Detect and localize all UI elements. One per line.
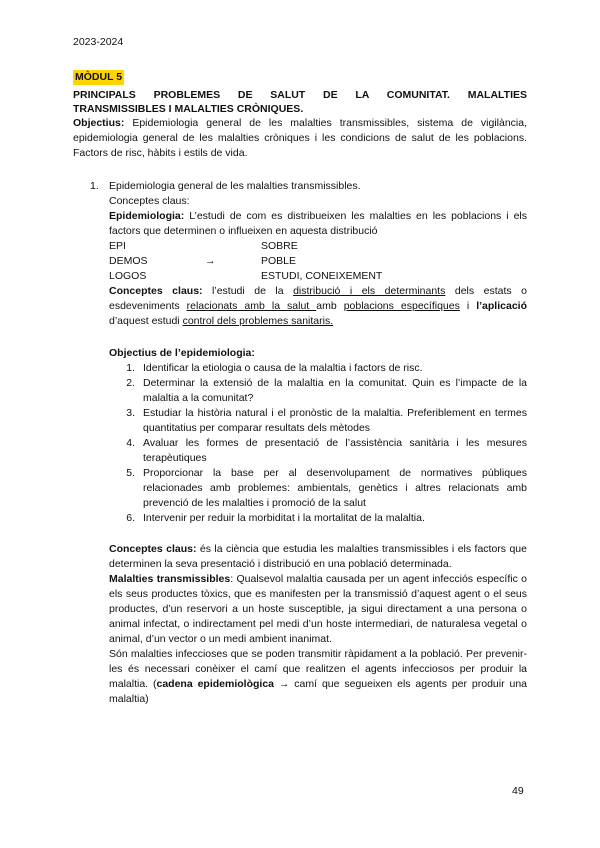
section-1-subtitle: Conceptes claus: xyxy=(109,195,190,207)
list-item xyxy=(109,406,527,436)
infectious-paragraph xyxy=(109,647,527,707)
key-concepts-label: Conceptes claus: xyxy=(109,285,203,297)
key-concepts-text: l’estudi de la xyxy=(202,285,294,297)
header-year: 2023-2024 xyxy=(73,36,124,48)
epidemiology-definition xyxy=(109,209,527,239)
objectives-text: Epidemiologia general de les malalties transmissibles, sistema de vigilància, epidemiologia general de les malalties cròniques i les condicions de salut de les poblacions. Factors de risc, hàbits i estils de vida. xyxy=(73,117,527,159)
etymology-arrow xyxy=(205,269,261,284)
underlined-term: poblacions específiques xyxy=(343,300,460,312)
definitions-block xyxy=(109,542,527,707)
definition-text: L’estudi de com es distribueixen les malalties en les poblacions i els factors que determinen o influeixen en aquesta distribució xyxy=(109,210,527,237)
list-item xyxy=(109,511,527,526)
list-item-number: 6. xyxy=(126,512,135,524)
section-1-body xyxy=(109,179,527,707)
list-item xyxy=(109,361,527,376)
etymology-table xyxy=(109,239,527,284)
underlined-term: relacionats amb la salut xyxy=(186,300,317,312)
list-item xyxy=(109,436,527,466)
etymology-greek: DEMOS xyxy=(109,255,148,267)
list-item-text: Estudiar la història natural i el pronòstic de la malaltia. Preferiblement en termes quantitatius per comparar resultats dels mètodes xyxy=(143,407,527,434)
objectives-heading: Objectius de l’epidemiologia: xyxy=(109,347,255,359)
bold-term: l’aplicació xyxy=(476,300,527,312)
list-item xyxy=(109,466,527,511)
infectious-text: → camí que segueixen els agents per produir una malaltia) xyxy=(109,678,527,705)
section-1 xyxy=(73,179,527,707)
module-label: MÒDUL 5 xyxy=(75,71,123,83)
objectives-label: Objectius: xyxy=(73,117,125,129)
list-item-number: 2. xyxy=(126,377,135,389)
transmissible-label: Malalties transmissibles xyxy=(109,573,231,585)
objectives-list xyxy=(109,361,527,526)
key-concepts-text: d’aquest estudi xyxy=(109,315,183,327)
page-number: 49 xyxy=(512,785,524,797)
transmissible-definition xyxy=(109,572,527,647)
key-concepts-text: dels estats o esdeveniments xyxy=(109,285,527,312)
list-item-text: Identificar la etiologia o causa de la malaltia i factors de risc. xyxy=(143,362,423,374)
key-concepts-2-text: és la ciència que estudia les malalties transmissibles i els factors que determinen la seva presentació i distribució en una població determinada. xyxy=(109,543,527,570)
list-item-number: 1. xyxy=(126,362,135,374)
list-item-text: Intervenir per reduir la morbiditat i la mortalitat de la malaltia. xyxy=(143,512,425,524)
underlined-term: control dels problemes sanitaris. xyxy=(182,315,334,327)
list-item-text: Avaluar les formes de presentació de l’assistència sanitària i les mesures terapèutiques xyxy=(143,437,527,464)
key-concepts-text: i xyxy=(459,300,477,312)
list-item xyxy=(109,376,527,406)
list-item-number: 4. xyxy=(126,437,135,449)
etymology-greek: EPI xyxy=(109,240,126,252)
etymology-row xyxy=(109,239,527,254)
list-item-text: Proporcionar la base per al desenvolupament de normatives públiques relacionades amb problemes: ambientals, genètics i altres relacionats amb prevenció de les malalties i promoció de la salut xyxy=(143,467,527,509)
module-title-line1: PRINCIPALS PROBLEMES DE SALUT DE LA COMUNITAT. MALALTIES xyxy=(73,89,527,101)
key-concepts-text: amb xyxy=(316,300,344,312)
key-concepts-paragraph xyxy=(109,284,527,329)
etymology-meaning: ESTUDI, CONEIXEMENT xyxy=(261,270,383,282)
list-item-number: 3. xyxy=(126,407,135,419)
list-item-number: 5. xyxy=(126,467,135,479)
etymology-greek: LOGOS xyxy=(109,270,147,282)
epidemiological-chain-term: cadena epidemiològica xyxy=(156,678,275,690)
transmissible-text: : Qualsevol malaltia causada per un agent infecciós específic o els seus productes tòxics, que es manifesten per la transmissió d’aquest agent o el seus productes, d’un reservori a un hoste susceptible, ja sigui directament a una persona o animal infectat, o indirectament pel medi d’un hoste intermediari, de naturalesa vegetal o animal, d’un vector o un medi ambient inanimat. xyxy=(109,573,527,645)
module-objectives xyxy=(73,116,527,161)
key-concepts-2 xyxy=(109,542,527,572)
etymology-arrow xyxy=(205,239,261,254)
definition-label: Epidemiologia: xyxy=(109,210,185,222)
section-1-number: 1. xyxy=(90,180,99,192)
list-item-text: Determinar la extensió de la malaltia en la comunitat. Quin es l’impacte de la malaltia a la comunitat? xyxy=(143,377,527,404)
etymology-arrow: → xyxy=(205,255,216,267)
module-title-line2: TRANSMISSIBLES I MALALTIES CRÒNIQUES. xyxy=(73,103,304,115)
section-1-title: Epidemiologia general de les malalties transmissibles. xyxy=(109,180,361,192)
etymology-row xyxy=(109,254,527,269)
key-concepts-2-label: Conceptes claus: xyxy=(109,543,197,555)
etymology-row xyxy=(109,269,527,284)
etymology-meaning: SOBRE xyxy=(261,240,298,252)
page-content xyxy=(73,70,527,707)
underlined-term: distribució i els determinants xyxy=(293,285,446,297)
infectious-text: Són malalties infeccioses que se poden transmitir ràpidament a la població. Per prevenir-les és necessari conèixer el camí que realitzen el agents infecciosos per produir la malaltia. ( xyxy=(109,648,527,690)
etymology-meaning: POBLE xyxy=(261,255,297,267)
module-title xyxy=(73,88,527,116)
